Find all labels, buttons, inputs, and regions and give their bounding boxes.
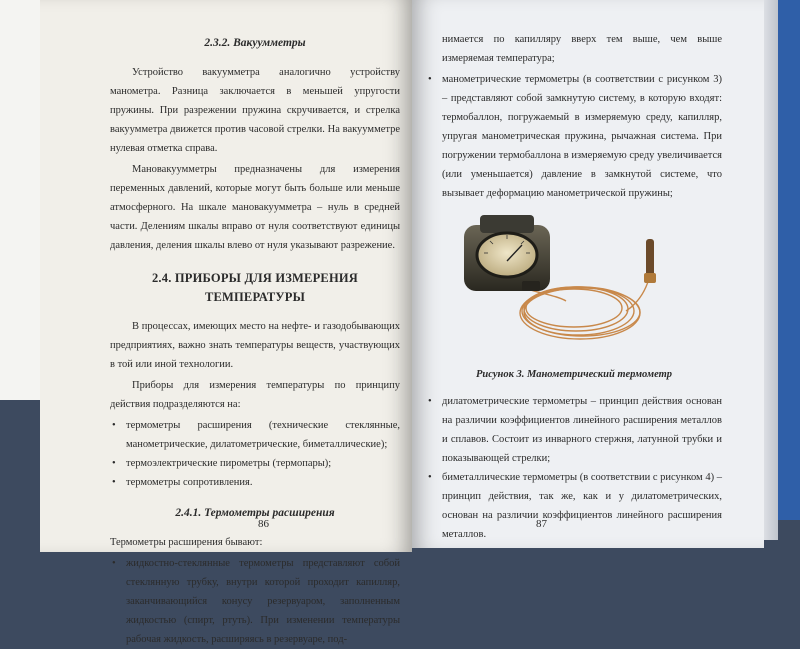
paragraph: Приборы для измерения температуры по принципу действия подразделяются на: xyxy=(110,380,400,410)
subsection-title: 2.4.1. Термометры расширения xyxy=(175,507,335,519)
list-item: • биметаллические термометры (в соответствии с рисунком 4) – принцип действия, так же, как и у дилатометрических, основан на различии коэффициентов линейного расширения металлов. xyxy=(426,468,722,544)
bullet-list xyxy=(426,70,722,203)
section-title: 2.3.2. Вакуумметры xyxy=(204,37,306,49)
figure xyxy=(426,211,722,361)
bullet-list xyxy=(110,416,400,492)
list-item: • термоэлектрические пирометры (термопары); xyxy=(110,454,400,473)
right-page-content xyxy=(426,30,722,544)
list-item: • дилатометрические термометры – принцип действия основан на различии коэффициентов линейного расширения металлов и сплавов. Состоит из инварного стержня, латунной трубки и показывающей стрелки; xyxy=(426,392,722,468)
list-item: • термометры расширения (технические стеклянные, манометрические, дилатометрические, биметаллические); xyxy=(110,416,400,454)
page-number: 87 xyxy=(536,518,547,530)
left-page xyxy=(40,0,412,645)
right-page xyxy=(412,0,764,548)
figure-caption: Рисунок 3. Манометрический термометр xyxy=(475,369,673,380)
list-item: • манометрические термометры (в соответствии с рисунком 3) – представляют собой замкнутую систему, в которую входят: термобаллон, погружаемый в измеряемую среду, капилляр, упругая манометрическая пружина, рычажная система. При погружении термобаллона в измеряемую среду увеличивается (или уменьшается) давление в замкнутой системе, что вызывает деформацию манометрической пружины; xyxy=(426,70,722,203)
list-item: • термометры сопротивления. xyxy=(110,473,400,492)
paragraph: Термометры расширения бывают: xyxy=(110,537,263,548)
manometric-thermometer-illustration xyxy=(426,211,722,361)
paragraph: нимается по капилляру вверх тем выше, чем выше измеряемая температура; xyxy=(442,34,722,64)
bullet-list xyxy=(426,392,722,544)
chapter-title: 2.4. ПРИБОРЫ ДЛЯ ИЗМЕРЕНИЯ ТЕМПЕРАТУРЫ xyxy=(151,271,359,304)
paragraph: В процессах, имеющих место на нефте- и газодобывающих предприятиях, важно знать температуры веществ, участвующих в той или иной технологии. xyxy=(110,321,400,370)
page-edges xyxy=(764,0,778,540)
list-item: • жидкостно-стеклянные термометры представляют собой стеклянную трубку, внутри которой проходит капилляр, заканчивающийся конусу резервуаром, заполненным жидкостью (спирт, ртуть). При изменении температуры рабочая жидкость, расширяясь в резервуаре, под- xyxy=(110,554,400,649)
bullet-list xyxy=(110,554,400,649)
paragraph: Устройство вакуумметра аналогично устройству манометра. Разница заключается в меньшей упругости пружины. При разрежении пружина скручивается, и стрелка вакуумметра движется против часовой стрелки. На вакуумметре нулевая отметка справа. xyxy=(110,67,400,154)
left-page-content xyxy=(110,34,400,649)
paragraph: Мановакуумметры предназначены для измерения переменных давлений, которые могут быть больше или меньше атмосферного. На шкале мановакуумметра – нуль в средней части. Делениям шкалы вправо от нуля соответствуют единицы давления, деления шкалы влево от нуля указывают разрежение. xyxy=(110,164,400,251)
page-number: 86 xyxy=(258,518,269,530)
